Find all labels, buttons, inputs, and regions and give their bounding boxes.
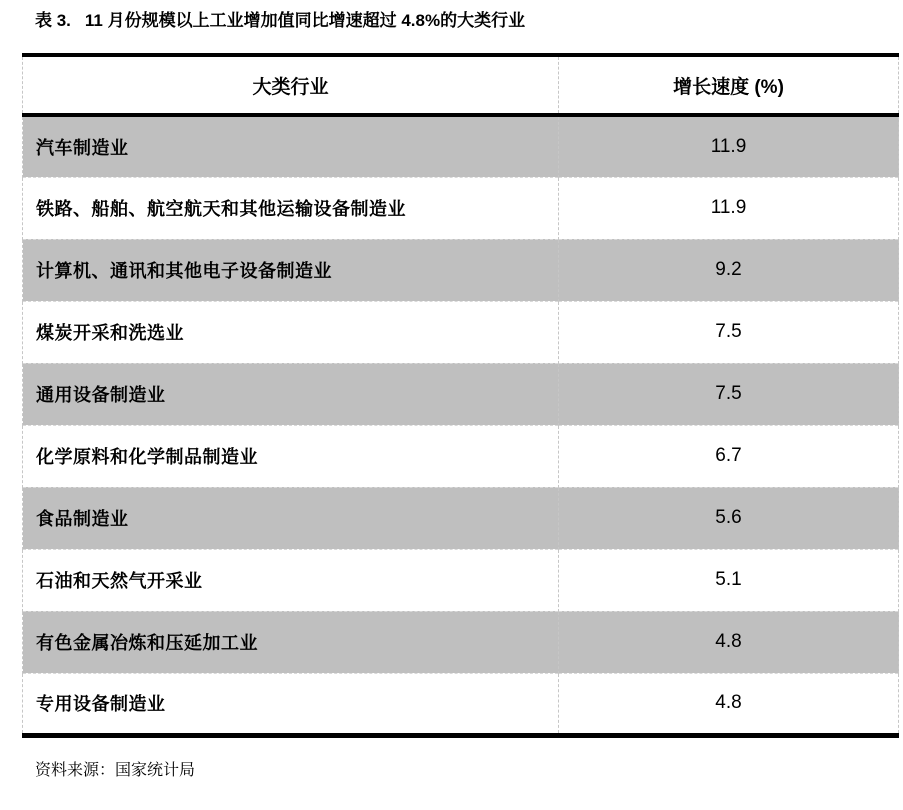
table-row [23,363,899,425]
industry-cell: 计算机、通讯和其他电子设备制造业 [23,239,559,301]
growth-cell: 11.9 [559,115,899,177]
industry-cell: 铁路、船舶、航空航天和其他运输设备制造业 [23,177,559,239]
table-row [23,673,899,735]
industry-cell: 化学原料和化学制品制造业 [23,425,559,487]
table-row [23,115,899,177]
growth-cell: 7.5 [559,363,899,425]
growth-cell: 11.9 [559,177,899,239]
table-row [23,611,899,673]
table-row [23,425,899,487]
table-row [23,549,899,611]
source-note: 资料来源：国家统计局 [35,761,196,779]
document-page [0,10,903,810]
table-row [23,177,899,239]
industry-growth-table [22,53,899,738]
growth-cell: 7.5 [559,301,899,363]
growth-cell: 6.7 [559,425,899,487]
growth-cell: 4.8 [559,673,899,735]
industry-cell: 专用设备制造业 [23,673,559,735]
industry-cell: 食品制造业 [23,487,559,549]
table-container [22,53,898,738]
growth-cell: 4.8 [559,611,899,673]
table-row [23,239,899,301]
table-row [23,301,899,363]
table-title [35,10,903,32]
table-title-text: 11 月份规模以上工业增加值同比增速超过 4.8%的大类行业 [84,11,526,30]
industry-cell: 有色金属冶炼和压延加工业 [23,611,559,673]
industry-cell: 石油和天然气开采业 [23,549,559,611]
industry-cell: 煤炭开采和洗选业 [23,301,559,363]
header-industry: 大类行业 [23,55,559,115]
growth-cell: 5.1 [559,549,899,611]
header-growth: 增长速度 (%) [559,55,899,115]
industry-cell: 通用设备制造业 [23,363,559,425]
growth-cell: 5.6 [559,487,899,549]
growth-cell: 9.2 [559,239,899,301]
industry-cell: 汽车制造业 [23,115,559,177]
table-header-row [23,55,899,115]
table-number-label: 表 3. [35,11,71,30]
table-row [23,487,899,549]
